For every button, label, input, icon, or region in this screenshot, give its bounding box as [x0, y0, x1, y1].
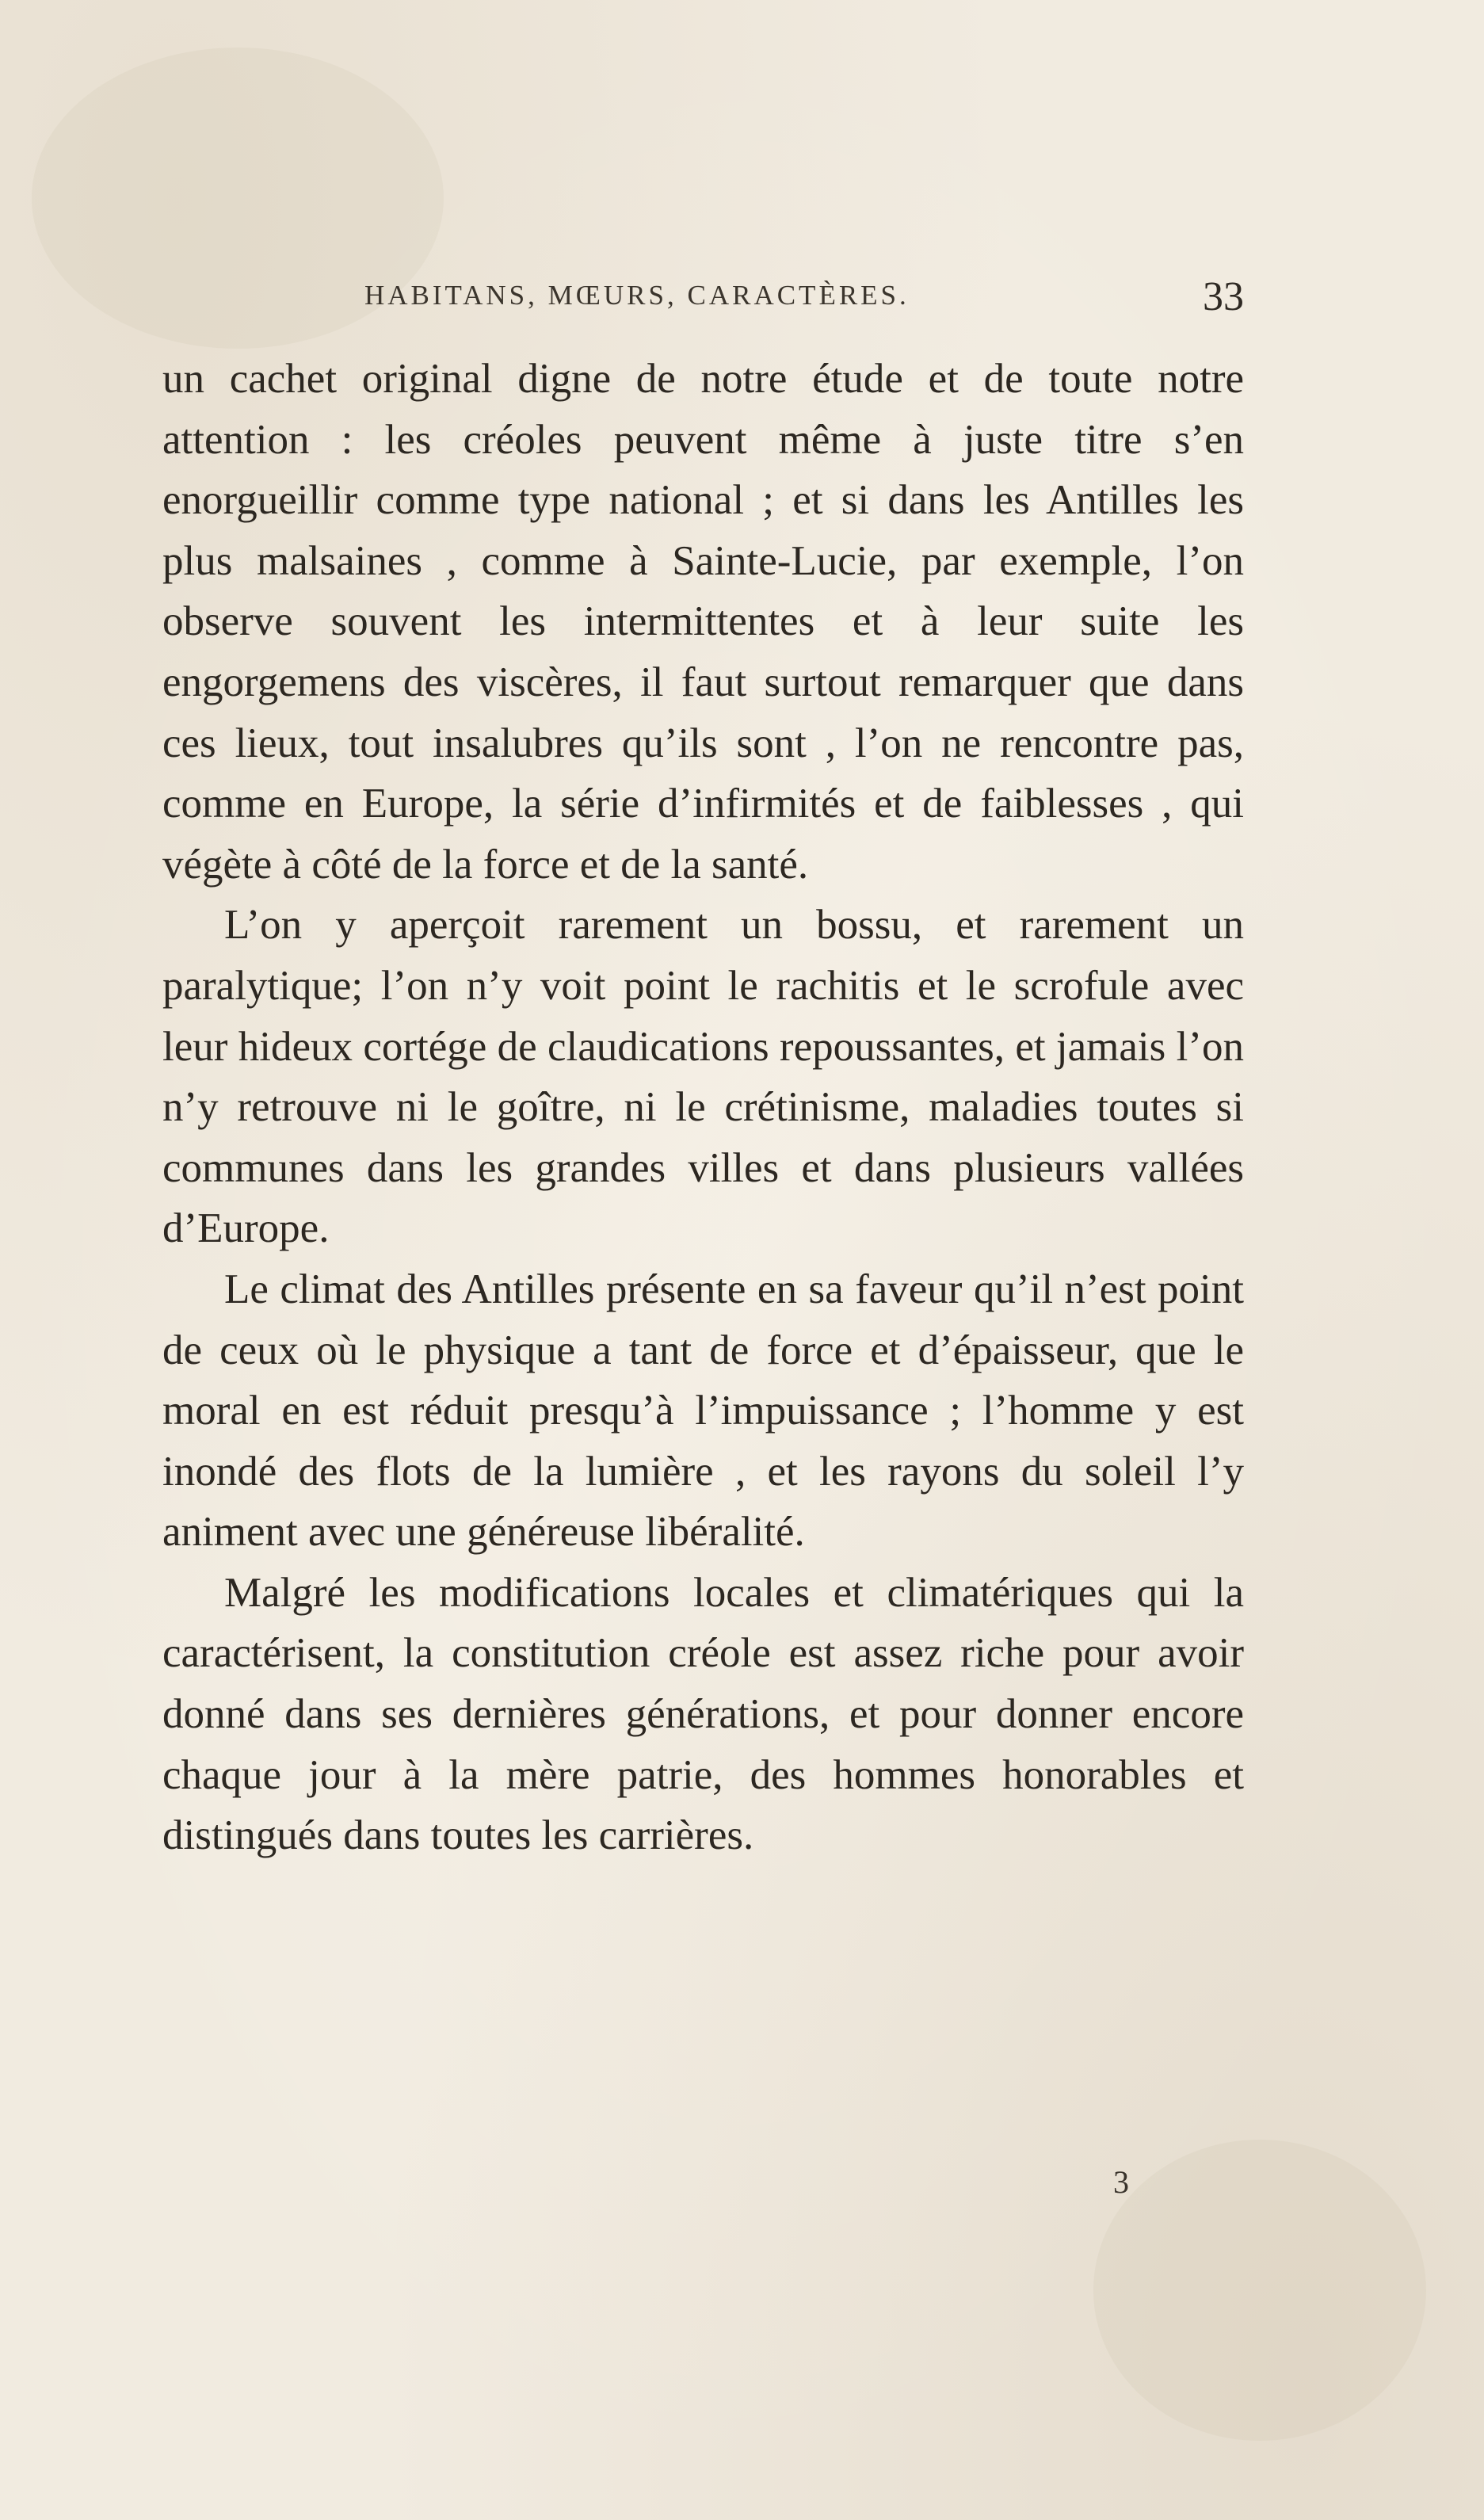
- paragraph: L’on y aperçoit rarement un bossu, et rarement un paralytique; l’on n’y voit point le rachitis et le scrofule avec leur hideux cortége de claudications repoussantes, et jamais l’on n’y retrouve ni le goître, ni le crétinisme, maladies toutes si communes dans les grandes villes et dans plusieurs vallées d’Europe.: [162, 902, 1244, 1252]
- body-text: [162, 349, 1244, 1866]
- paper-stain: [1093, 2140, 1426, 2441]
- page-number: 33: [1203, 274, 1244, 319]
- signature-mark: 3: [1113, 2164, 1129, 2200]
- paragraph: Malgré les modifications locales et climatériques qui la caractérisent, la constitution créole est assez riche pour avoir donné dans ses dernières générations, et pour donner encore chaque jour à la mère patrie, des hommes honorables et distingués dans toutes les carrières.: [162, 1569, 1244, 1859]
- paragraph: Le climat des Antilles présente en sa faveur qu’il n’est point de ceux où le physique a tant de force et d’épaisseur, que le moral en est réduit presqu’à l’impuissance ; l’homme y est inondé des flots de la lumière , et les rayons du soleil l’y animent avec une généreuse libéralité.: [162, 1266, 1244, 1556]
- paragraph: un cachet original digne de notre étude et de toute notre attention : les créoles peuvent même à juste titre s’en enorgueillir comme type national ; et si dans les Antilles les plus malsaines , comme à Sainte-Lucie, par exemple, l’on observe souvent les intermittentes et à leur suite les engorgemens des viscères, il faut surtout remarquer que dans ces lieux, tout insalubres qu’ils sont , l’on ne rencontre pas, comme en Europe, la série d’infirmités et de faiblesses , qui végète à côté de la force et de la santé.: [162, 356, 1244, 888]
- running-title: HABITANS, MŒURS, CARACTÈRES.: [364, 280, 910, 311]
- running-head: [162, 273, 1244, 329]
